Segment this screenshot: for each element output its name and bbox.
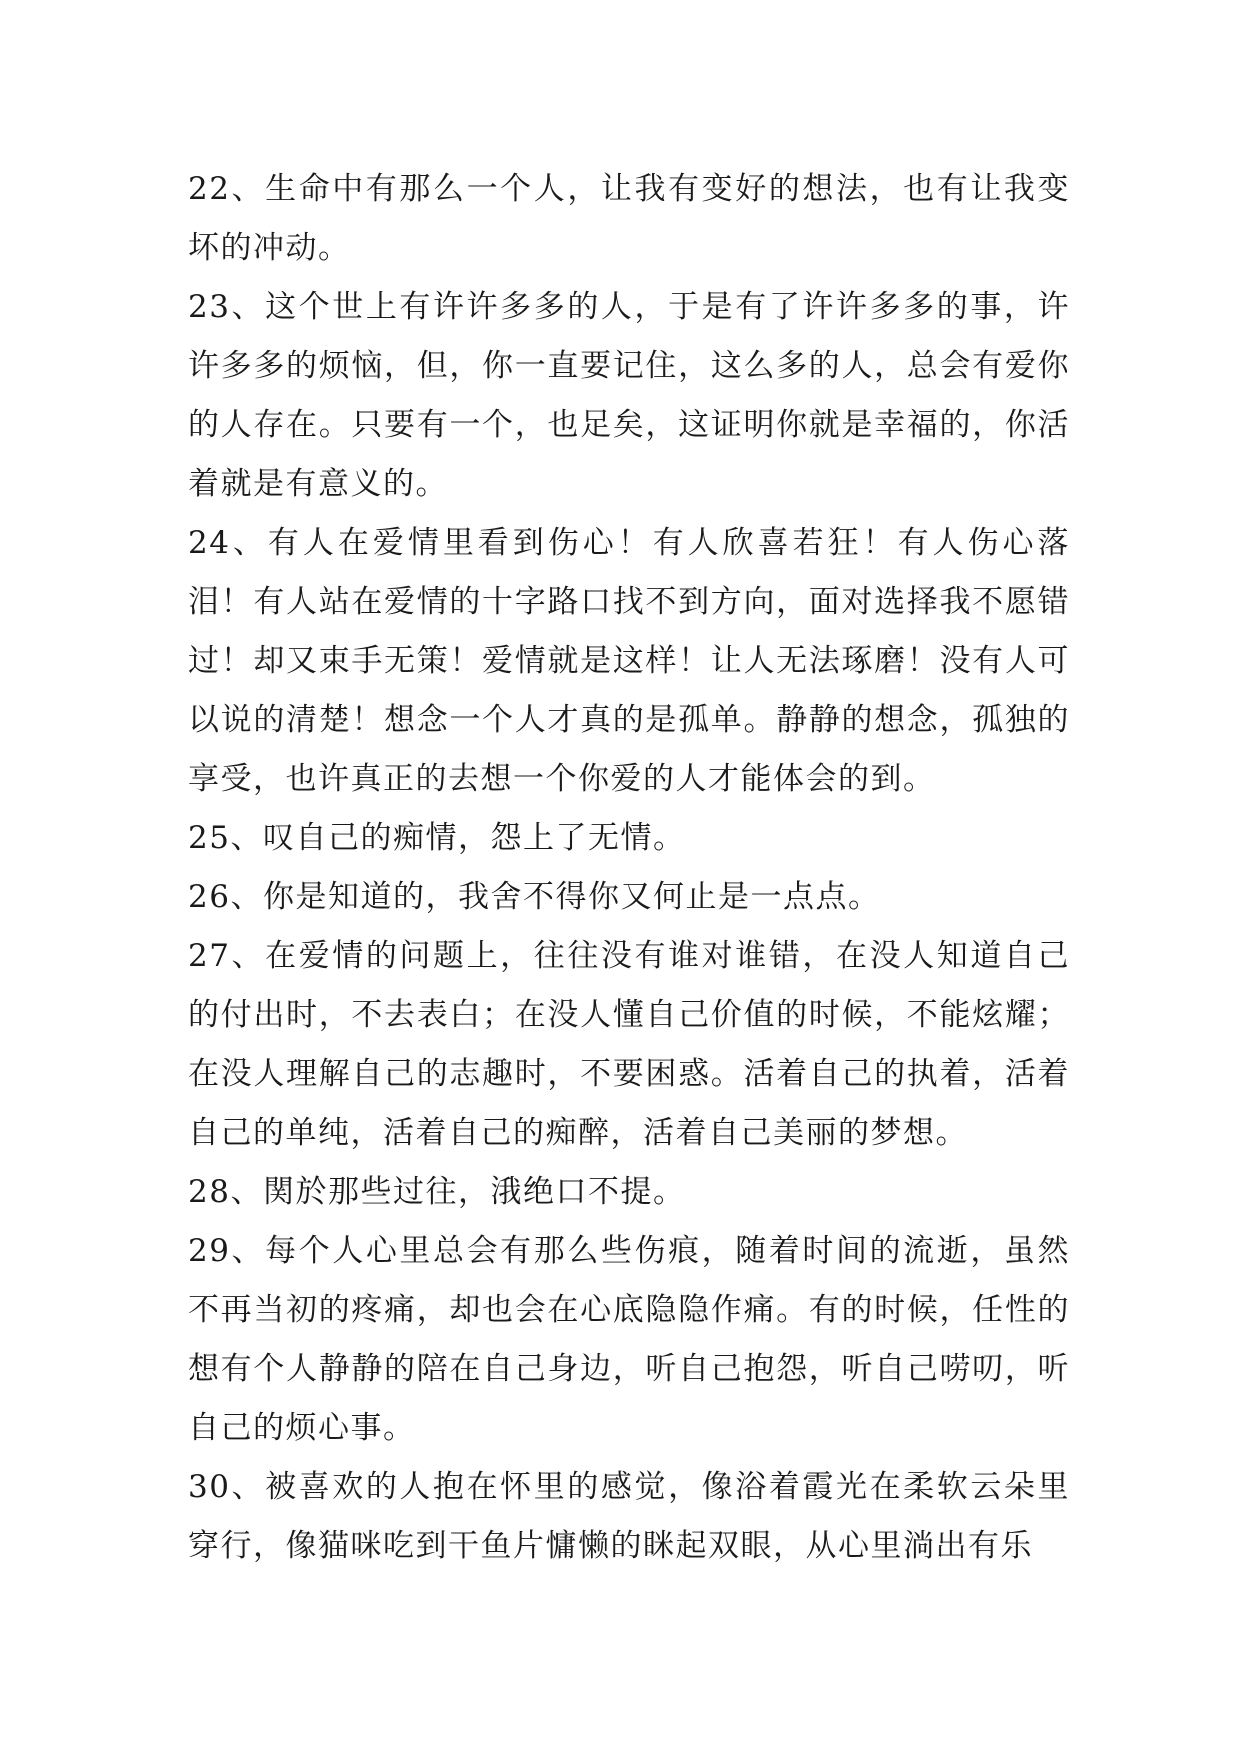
paragraph-26: 26、你是知道的，我舍不得你又何止是一点点。: [188, 879, 881, 915]
paragraph-29: 29、每个人心里总会有那么些伤痕，随着时间的流逝，虽然不再当初的疼痛，却也会在心底隐隐作痛。有的时候，任性的想有个人静静的陪在自己身边，听自己抱怨，听自己唠叨，听自己的烦心事。: [188, 1233, 1070, 1446]
paragraph-24: 24、有人在爱情里看到伤心！有人欣喜若狂！有人伤心落泪！有人站在爱情的十字路口找不到方向，面对选择我不愿错过！却又束手无策！爱情就是这样！让人无法琢磨！没有人可以说的清楚！想念一个人才真的是孤单。静静的想念，孤独的享受，也许真正的去想一个你爱的人才能体会的到。: [188, 525, 1070, 797]
paragraph-22: 22、生命中有那么一个人，让我有变好的想法，也有让我变坏的冲动。: [188, 171, 1070, 266]
paragraph-25: 25、叹自己的痴情，怨上了无情。: [188, 820, 686, 856]
paragraph-27: 27、在爱情的问题上，往往没有谁对谁错，在没人知道自己的付出时，不去表白；在没人懂自己价值的时候，不能炫耀；在没人理解自己的志趣时，不要困惑。活着自己的执着，活着自己的单纯，活着自己的痴醉，活着自己美丽的梦想。: [188, 938, 1070, 1151]
document-body: [188, 160, 1070, 1576]
paragraph-23: 23、这个世上有许许多多的人，于是有了许许多多的事，许许多多的烦恼，但，你一直要记住，这么多的人，总会有爱你的人存在。只要有一个，也足矣，这证明你就是幸福的，你活着就是有意义的。: [188, 289, 1070, 502]
paragraph-30: 30、被喜欢的人抱在怀里的感觉，像浴着霞光在柔软云朵里穿行，像猫咪吃到干鱼片慵懒的眯起双眼，从心里淌出有乐: [188, 1469, 1070, 1564]
paragraph-28: 28、関於那些过往，涐绝口不提。: [188, 1174, 686, 1210]
